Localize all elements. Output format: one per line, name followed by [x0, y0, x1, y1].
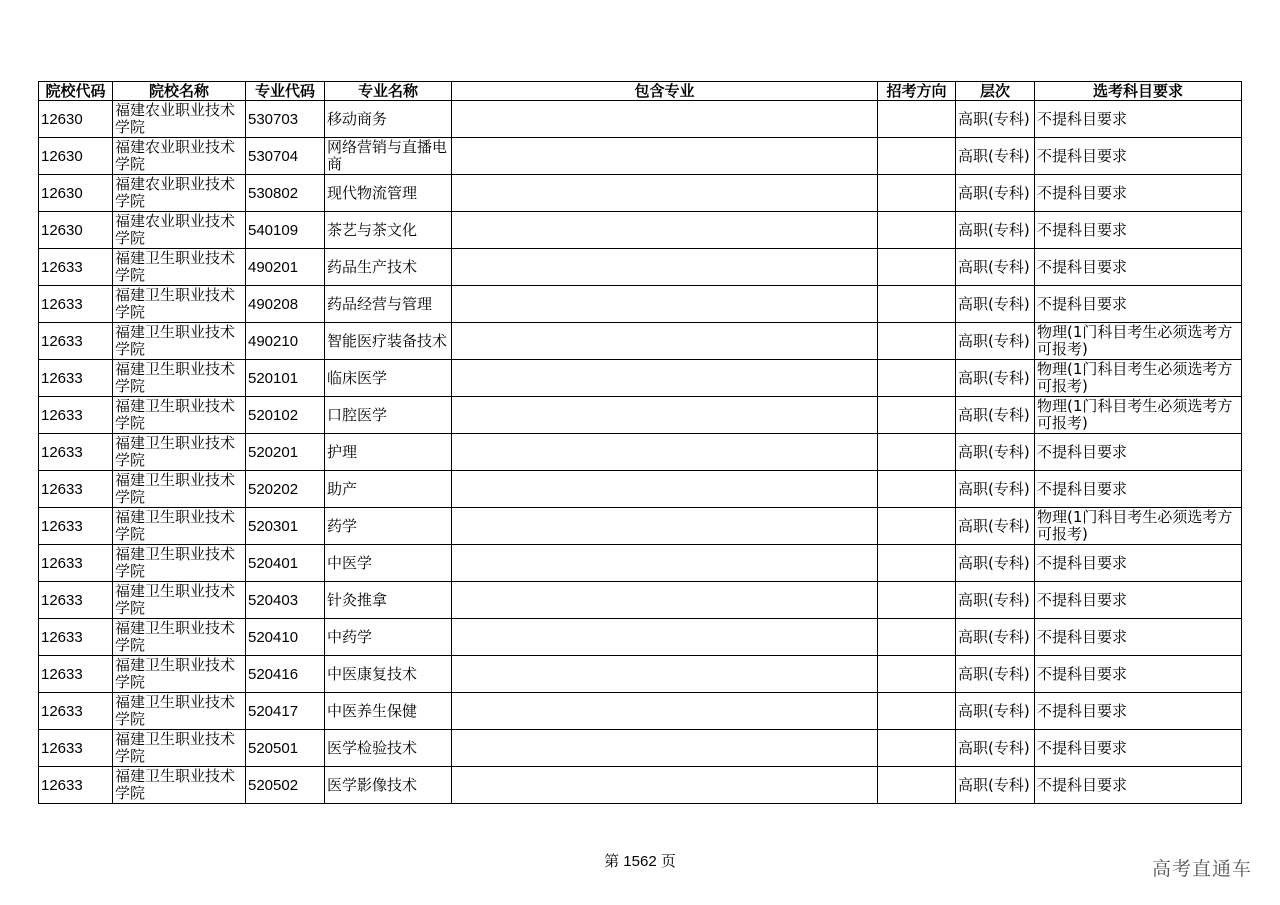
cell-school-code: 12633: [39, 397, 113, 434]
cell-direction: [878, 286, 956, 323]
cell-direction: [878, 619, 956, 656]
cell-included-majors: [452, 212, 878, 249]
table-header-row: [39, 82, 1242, 101]
cell-direction: [878, 138, 956, 175]
cell-major-name: 临床医学: [325, 360, 452, 397]
cell-level: 高职(专科): [956, 619, 1035, 656]
cell-level: 高职(专科): [956, 434, 1035, 471]
cell-major-code: 520102: [246, 397, 325, 434]
cell-included-majors: [452, 434, 878, 471]
cell-school-name: 福建卫生职业技术学院: [113, 323, 246, 360]
cell-included-majors: [452, 249, 878, 286]
cell-major-name: 护理: [325, 434, 452, 471]
cell-included-majors: [452, 323, 878, 360]
cell-school-name: 福建农业职业技术学院: [113, 212, 246, 249]
cell-level: 高职(专科): [956, 212, 1035, 249]
cell-major-code: 520410: [246, 619, 325, 656]
cell-school-name: 福建农业职业技术学院: [113, 138, 246, 175]
cell-school-name: 福建卫生职业技术学院: [113, 397, 246, 434]
cell-subject-requirement: 不提科目要求: [1035, 138, 1242, 175]
header-level: 层次: [956, 82, 1035, 101]
cell-school-name: 福建卫生职业技术学院: [113, 545, 246, 582]
cell-major-name: 中医学: [325, 545, 452, 582]
cell-school-code: 12633: [39, 693, 113, 730]
cell-major-name: 中医康复技术: [325, 656, 452, 693]
cell-major-code: 520401: [246, 545, 325, 582]
table-row: [39, 619, 1242, 656]
cell-school-name: 福建卫生职业技术学院: [113, 434, 246, 471]
cell-school-code: 12633: [39, 508, 113, 545]
cell-direction: [878, 693, 956, 730]
cell-level: 高职(专科): [956, 286, 1035, 323]
cell-direction: [878, 249, 956, 286]
cell-school-code: 12633: [39, 286, 113, 323]
cell-school-name: 福建卫生职业技术学院: [113, 693, 246, 730]
cell-level: 高职(专科): [956, 397, 1035, 434]
cell-major-name: 针灸推拿: [325, 582, 452, 619]
cell-school-code: 12633: [39, 582, 113, 619]
cell-major-name: 智能医疗装备技术: [325, 323, 452, 360]
cell-level: 高职(专科): [956, 175, 1035, 212]
cell-major-code: 490208: [246, 286, 325, 323]
cell-subject-requirement: 不提科目要求: [1035, 175, 1242, 212]
cell-school-code: 12633: [39, 323, 113, 360]
cell-direction: [878, 397, 956, 434]
table-row: [39, 101, 1242, 138]
cell-subject-requirement: 不提科目要求: [1035, 471, 1242, 508]
cell-direction: [878, 101, 956, 138]
cell-direction: [878, 471, 956, 508]
table-row: [39, 175, 1242, 212]
cell-direction: [878, 212, 956, 249]
cell-included-majors: [452, 138, 878, 175]
cell-subject-requirement: 不提科目要求: [1035, 545, 1242, 582]
cell-major-code: 520502: [246, 767, 325, 804]
cell-school-code: 12633: [39, 249, 113, 286]
cell-direction: [878, 545, 956, 582]
header-major-code: 专业代码: [246, 82, 325, 101]
cell-level: 高职(专科): [956, 249, 1035, 286]
cell-direction: [878, 656, 956, 693]
cell-school-code: 12633: [39, 767, 113, 804]
cell-major-name: 移动商务: [325, 101, 452, 138]
cell-included-majors: [452, 582, 878, 619]
cell-school-name: 福建卫生职业技术学院: [113, 619, 246, 656]
cell-school-code: 12633: [39, 730, 113, 767]
watermark: 高考直通车: [1151, 858, 1252, 880]
header-school-code: 院校代码: [39, 82, 113, 101]
cell-school-name: 福建卫生职业技术学院: [113, 471, 246, 508]
cell-included-majors: [452, 619, 878, 656]
cell-direction: [878, 323, 956, 360]
table-row: [39, 693, 1242, 730]
cell-school-code: 12630: [39, 212, 113, 249]
table-row: [39, 212, 1242, 249]
table-row: [39, 730, 1242, 767]
cell-school-name: 福建卫生职业技术学院: [113, 508, 246, 545]
cell-major-name: 网络营销与直播电商: [325, 138, 452, 175]
cell-major-code: 530802: [246, 175, 325, 212]
cell-school-name: 福建卫生职业技术学院: [113, 582, 246, 619]
table-row: [39, 138, 1242, 175]
header-major-name: 专业名称: [325, 82, 452, 101]
cell-level: 高职(专科): [956, 730, 1035, 767]
cell-major-code: 540109: [246, 212, 325, 249]
header-included-majors: 包含专业: [452, 82, 878, 101]
cell-level: 高职(专科): [956, 138, 1035, 175]
cell-subject-requirement: 不提科目要求: [1035, 619, 1242, 656]
cell-major-name: 中药学: [325, 619, 452, 656]
cell-subject-requirement: 不提科目要求: [1035, 693, 1242, 730]
cell-subject-requirement: 不提科目要求: [1035, 249, 1242, 286]
cell-major-code: 490210: [246, 323, 325, 360]
cell-major-name: 药品经营与管理: [325, 286, 452, 323]
table-row: [39, 471, 1242, 508]
cell-subject-requirement: 不提科目要求: [1035, 767, 1242, 804]
cell-school-name: 福建农业职业技术学院: [113, 175, 246, 212]
cell-major-name: 药学: [325, 508, 452, 545]
cell-included-majors: [452, 360, 878, 397]
cell-school-code: 12633: [39, 434, 113, 471]
cell-subject-requirement: 不提科目要求: [1035, 730, 1242, 767]
cell-school-name: 福建农业职业技术学院: [113, 101, 246, 138]
table-row: [39, 360, 1242, 397]
cell-included-majors: [452, 508, 878, 545]
table-row: [39, 434, 1242, 471]
cell-school-code: 12630: [39, 101, 113, 138]
cell-direction: [878, 360, 956, 397]
cell-major-code: 520202: [246, 471, 325, 508]
cell-school-code: 12633: [39, 656, 113, 693]
cell-subject-requirement: 物理(1门科目考生必须选考方可报考): [1035, 508, 1242, 545]
cell-level: 高职(专科): [956, 360, 1035, 397]
cell-level: 高职(专科): [956, 323, 1035, 360]
table-row: [39, 323, 1242, 360]
cell-school-name: 福建卫生职业技术学院: [113, 656, 246, 693]
table-row: [39, 508, 1242, 545]
cell-school-code: 12633: [39, 360, 113, 397]
cell-included-majors: [452, 693, 878, 730]
cell-subject-requirement: 物理(1门科目考生必须选考方可报考): [1035, 323, 1242, 360]
cell-major-code: 530704: [246, 138, 325, 175]
cell-subject-requirement: 不提科目要求: [1035, 582, 1242, 619]
cell-subject-requirement: 物理(1门科目考生必须选考方可报考): [1035, 360, 1242, 397]
table-row: [39, 249, 1242, 286]
cell-direction: [878, 508, 956, 545]
cell-school-code: 12633: [39, 471, 113, 508]
cell-direction: [878, 175, 956, 212]
cell-major-name: 药品生产技术: [325, 249, 452, 286]
cell-level: 高职(专科): [956, 693, 1035, 730]
cell-school-name: 福建卫生职业技术学院: [113, 249, 246, 286]
cell-major-code: 520416: [246, 656, 325, 693]
cell-subject-requirement: 物理(1门科目考生必须选考方可报考): [1035, 397, 1242, 434]
cell-level: 高职(专科): [956, 656, 1035, 693]
table-row: [39, 767, 1242, 804]
cell-included-majors: [452, 767, 878, 804]
cell-major-name: 中医养生保健: [325, 693, 452, 730]
cell-major-name: 助产: [325, 471, 452, 508]
cell-level: 高职(专科): [956, 545, 1035, 582]
page-number: 第 1562 页: [604, 853, 676, 870]
cell-subject-requirement: 不提科目要求: [1035, 101, 1242, 138]
cell-major-code: 520417: [246, 693, 325, 730]
cell-direction: [878, 434, 956, 471]
cell-major-name: 现代物流管理: [325, 175, 452, 212]
cell-major-name: 医学检验技术: [325, 730, 452, 767]
cell-level: 高职(专科): [956, 582, 1035, 619]
cell-subject-requirement: 不提科目要求: [1035, 434, 1242, 471]
cell-school-code: 12633: [39, 619, 113, 656]
table-row: [39, 582, 1242, 619]
cell-included-majors: [452, 286, 878, 323]
cell-major-name: 医学影像技术: [325, 767, 452, 804]
cell-included-majors: [452, 656, 878, 693]
cell-major-code: 490201: [246, 249, 325, 286]
cell-included-majors: [452, 175, 878, 212]
cell-major-code: 520403: [246, 582, 325, 619]
cell-included-majors: [452, 397, 878, 434]
cell-school-code: 12630: [39, 138, 113, 175]
cell-included-majors: [452, 471, 878, 508]
cell-direction: [878, 582, 956, 619]
cell-direction: [878, 767, 956, 804]
cell-direction: [878, 730, 956, 767]
cell-school-name: 福建卫生职业技术学院: [113, 767, 246, 804]
cell-level: 高职(专科): [956, 767, 1035, 804]
table-row: [39, 397, 1242, 434]
cell-school-code: 12630: [39, 175, 113, 212]
cell-major-code: 520101: [246, 360, 325, 397]
cell-included-majors: [452, 101, 878, 138]
cell-major-code: 530703: [246, 101, 325, 138]
header-school-name: 院校名称: [113, 82, 246, 101]
table-row: [39, 545, 1242, 582]
cell-major-name: 茶艺与茶文化: [325, 212, 452, 249]
cell-included-majors: [452, 545, 878, 582]
cell-school-name: 福建卫生职业技术学院: [113, 286, 246, 323]
cell-major-code: 520201: [246, 434, 325, 471]
header-subject-requirement: 选考科目要求: [1035, 82, 1242, 101]
table-row: [39, 656, 1242, 693]
cell-major-name: 口腔医学: [325, 397, 452, 434]
cell-school-code: 12633: [39, 545, 113, 582]
cell-major-code: 520501: [246, 730, 325, 767]
cell-school-name: 福建卫生职业技术学院: [113, 730, 246, 767]
cell-subject-requirement: 不提科目要求: [1035, 212, 1242, 249]
cell-major-code: 520301: [246, 508, 325, 545]
cell-included-majors: [452, 730, 878, 767]
cell-subject-requirement: 不提科目要求: [1035, 656, 1242, 693]
header-direction: 招考方向: [878, 82, 956, 101]
cell-level: 高职(专科): [956, 471, 1035, 508]
cell-level: 高职(专科): [956, 508, 1035, 545]
table-row: [39, 286, 1242, 323]
cell-subject-requirement: 不提科目要求: [1035, 286, 1242, 323]
admission-table: [38, 81, 1242, 804]
cell-level: 高职(专科): [956, 101, 1035, 138]
cell-school-name: 福建卫生职业技术学院: [113, 360, 246, 397]
